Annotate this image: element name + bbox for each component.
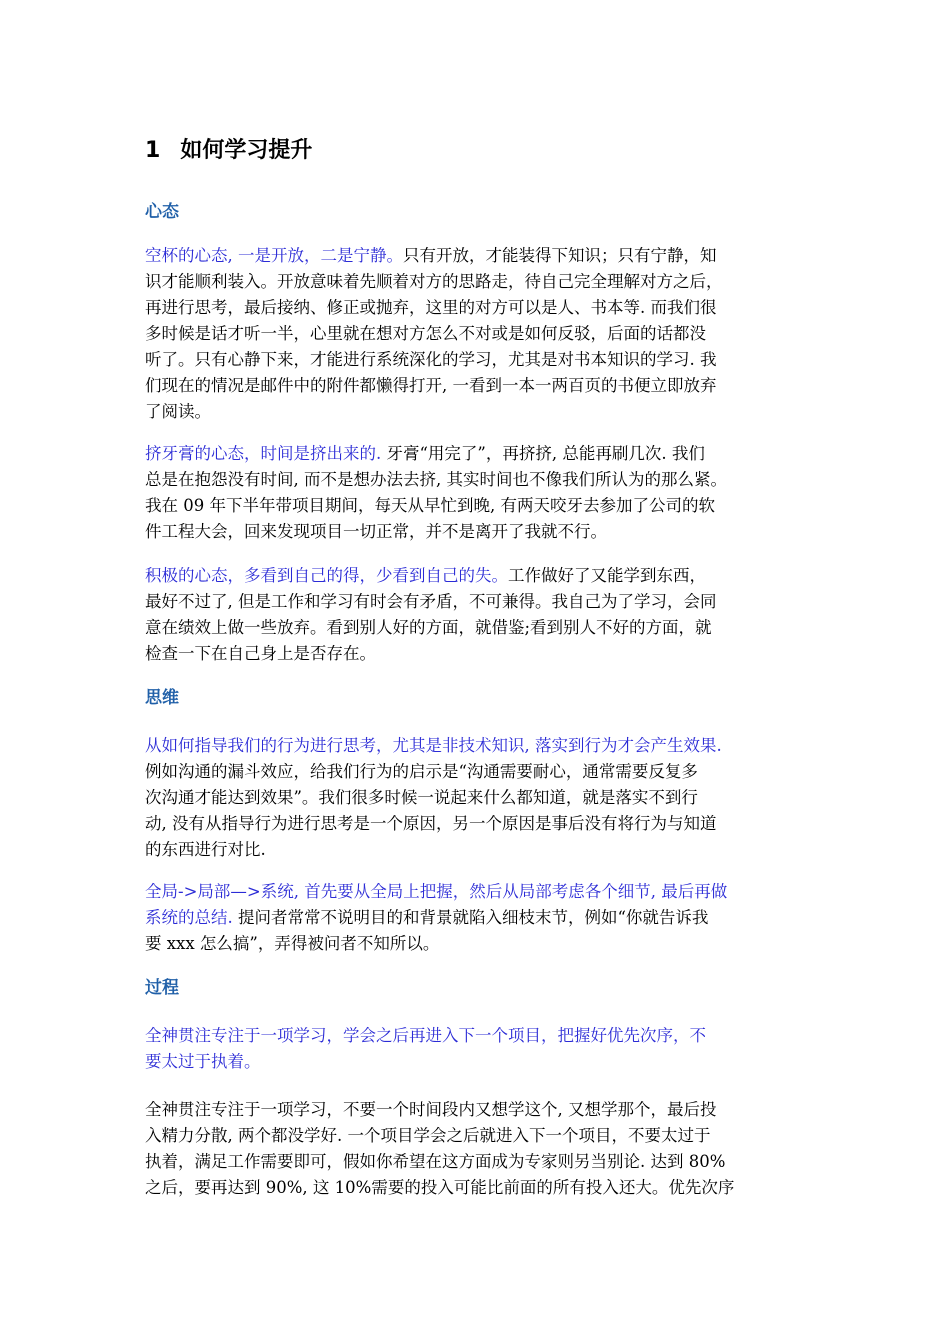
text-line: 从如何指导我们的行为进行思考，尤其是非技术知识, 落实到行为才会产生效果. [145, 736, 722, 755]
highlight-text: 系统的总结. [145, 908, 233, 927]
text-line: 最好不过了, 但是工作和学习有时会有矛盾，不可兼得。我自己为了学习，会同 [145, 592, 717, 611]
text-line: 动, 没有从指导行为进行思考是一个原因，另一个原因是事后没有将行为与知道 [145, 814, 717, 833]
paragraph-global [145, 879, 813, 957]
text-line: 入精力分散, 两个都没学好. 一个项目学会之后就进入下一个项目，不要太过于 [145, 1126, 711, 1145]
text-line: 执着，满足工作需要即可，假如你希望在这方面成为专家则另当别论. 达到 80% [145, 1152, 726, 1171]
section-heading-process: 过程 [145, 978, 179, 998]
text-line: 全局->局部—>系统, 首先要从全局上把握，然后从局部考虑各个细节, 最后再做 [145, 882, 728, 901]
text-line: 件工程大会，回来发现项目一切正常，并不是离开了我就不行。 [145, 522, 607, 541]
text-line: 要 xxx 怎么搞”，弄得被问者不知所以。 [145, 934, 440, 953]
chapter-number: 1 [145, 138, 161, 163]
paragraph-focus-detail [145, 1097, 813, 1201]
section-heading-thinking: 思维 [145, 688, 179, 708]
text-run: 提问者常常不说明目的和背景就陷入细枝末节，例如“你就告诉我 [232, 908, 709, 927]
text-line: 例如沟通的漏斗效应，给我们行为的启示是“沟通需要耐心，通常需要反复多 [145, 762, 698, 781]
text-line: 听了。只有心静下来，才能进行系统深化的学习，尤其是对书本知识的学习. 我 [145, 350, 717, 369]
text-line: 总是在抱怨没有时间, 而不是想办法去挤, 其实时间也不像我们所认为的那么紧。 [145, 470, 727, 489]
highlight-text: 空杯的心态, 一是开放，二是宁静。 [145, 246, 403, 265]
text-run: 只有开放，才能装得下知识；只有宁静，知 [403, 246, 717, 265]
chapter-title: 如何学习提升 [180, 138, 313, 163]
paragraph-empty-cup [145, 243, 813, 425]
text-line: 意在绩效上做一些放弃。看到别人好的方面，就借鉴;看到别人不好的方面，就 [145, 618, 712, 637]
text-line: 的东西进行对比. [145, 840, 266, 859]
text-line [145, 243, 813, 269]
text-line: 全神贯注专注于一项学习，学会之后再进入下一个项目，把握好优先次序，不 [145, 1026, 706, 1045]
paragraph-toothpaste [145, 441, 813, 545]
text-line: 们现在的情况是邮件中的附件都懒得打开, 一看到一本一两百页的书便立即放弃 [145, 376, 717, 395]
text-line: 多时候是话才听一半，心里就在想对方怎么不对或是如何反驳，后面的话都没 [145, 324, 706, 343]
text-line: 检查一下在自己身上是否存在。 [145, 644, 376, 663]
text-line: 之后，要再达到 90%, 这 10%需要的投入可能比前面的所有投入还大。优先次序 [145, 1178, 735, 1197]
text-line: 次沟通才能达到效果”。我们很多时候一说起来什么都知道，就是落实不到行 [145, 788, 698, 807]
chapter-heading [145, 136, 312, 166]
text-line [145, 441, 813, 467]
paragraph-focus-summary [145, 1023, 813, 1075]
highlight-text: 挤牙膏的心态，时间是挤出来的. [145, 444, 382, 463]
text-line: 要太过于执着。 [145, 1052, 261, 1071]
text-run: 工作做好了又能学到东西， [508, 566, 706, 585]
section-heading-mindset: 心态 [145, 202, 179, 222]
text-line [145, 563, 813, 589]
paragraph-behavior [145, 733, 813, 863]
text-line: 了阅读。 [145, 402, 211, 421]
text-line: 全神贯注专注于一项学习，不要一个时间段内又想学这个, 又想学那个，最后投 [145, 1100, 717, 1119]
text-run: 牙膏“用完了”，再挤挤, 总能再刷几次. 我们 [381, 444, 705, 463]
text-line: 我在 09 年下半年带项目期间，每天从早忙到晚, 有两天咬牙去参加了公司的软 [145, 496, 715, 515]
text-line [145, 905, 813, 931]
highlight-text: 积极的心态，多看到自己的得，少看到自己的失。 [145, 566, 508, 585]
text-line: 识才能顺利装入。开放意味着先顺着对方的思路走，待自己完全理解对方之后， [145, 272, 723, 291]
paragraph-positive [145, 563, 813, 667]
text-line: 再进行思考，最后接纳、修正或抛弃，这里的对方可以是人、书本等. 而我们很 [145, 298, 717, 317]
